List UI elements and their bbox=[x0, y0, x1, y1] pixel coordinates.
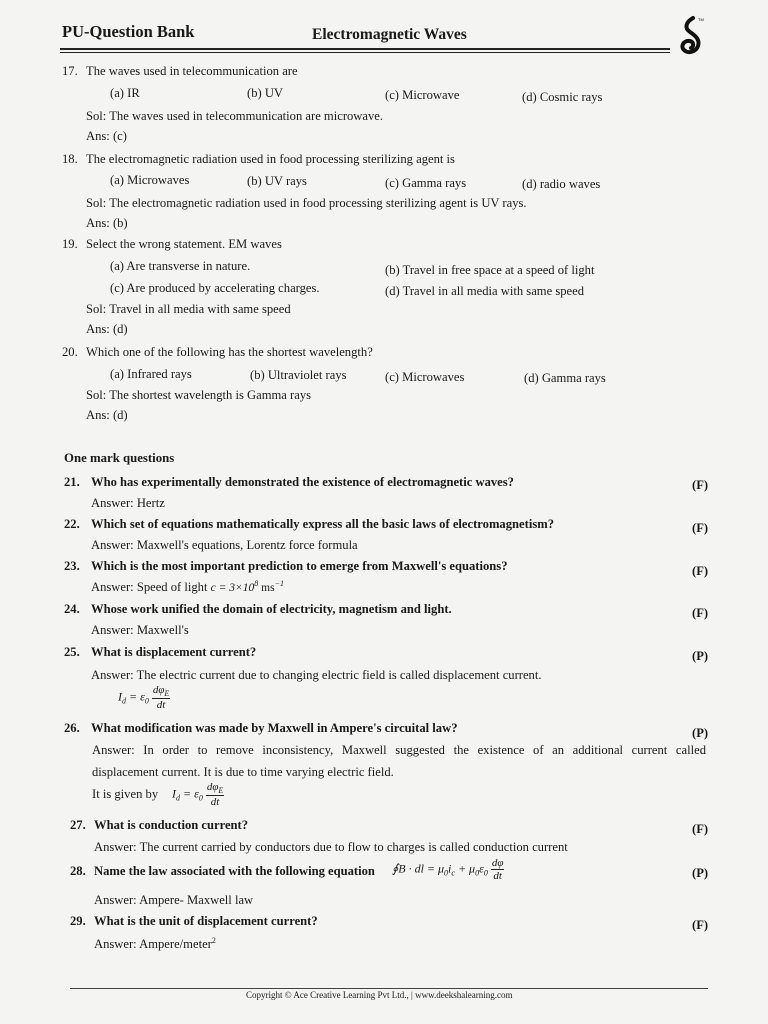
q19-number: 19. bbox=[62, 237, 78, 251]
q19-text: Select the wrong statement. EM waves bbox=[86, 237, 282, 251]
q29-answer: Answer: Ampere/meter$^2$ bbox=[94, 936, 216, 952]
q25-answer: Answer: The electric current due to changing electric field is called displacement current. bbox=[91, 668, 542, 682]
q17-option-a: (a) IR bbox=[110, 86, 140, 100]
q22-tag: (F) bbox=[692, 521, 709, 535]
q21-tag: (F) bbox=[692, 478, 709, 492]
q25-tag: (P) bbox=[692, 649, 709, 663]
q17-option-d: (d) Cosmic rays bbox=[522, 90, 603, 104]
q18-solution: Sol: The electromagnetic radiation used in food processing sterilizing agent is UV rays. bbox=[86, 196, 527, 210]
deeksha-logo-icon bbox=[676, 14, 706, 58]
q26-tag: (P) bbox=[692, 726, 709, 740]
q26-number: 26. bbox=[64, 721, 80, 735]
q26-text: What modification was made by Maxwell in Ampere's circuital law? bbox=[91, 721, 458, 735]
q28-number: 28. bbox=[70, 864, 86, 878]
q18-text: The electromagnetic radiation used in food processing sterilizing agent is bbox=[86, 152, 455, 166]
q20-option-d: (d) Gamma rays bbox=[524, 371, 606, 385]
q18-option-c: (c) Gamma rays bbox=[385, 176, 467, 190]
q27-answer: Answer: The current carried by conductors due to flow to charges is called conduction current bbox=[94, 840, 568, 854]
q18-option-d: (d) radio waves bbox=[522, 177, 601, 191]
q28-text: Name the law associated with the following equation bbox=[94, 864, 375, 878]
q28-answer: Answer: Ampere- Maxwell law bbox=[94, 893, 254, 907]
q25-number: 25. bbox=[64, 645, 80, 659]
q22-text: Which set of equations mathematically express all the basic laws of electromagnetism? bbox=[91, 517, 555, 531]
q29-text: What is the unit of displacement current? bbox=[94, 914, 318, 928]
q27-number: 27. bbox=[70, 818, 86, 832]
q17-number: 17. bbox=[62, 64, 78, 78]
q29-number: 29. bbox=[70, 914, 86, 928]
header-rule-thin bbox=[60, 52, 670, 53]
q22-number: 22. bbox=[64, 517, 80, 531]
q17-answer: Ans: (c) bbox=[86, 129, 127, 143]
q28-tag: (P) bbox=[692, 866, 709, 880]
q25-text: What is displacement current? bbox=[91, 645, 257, 659]
q23-answer-label: Answer: Speed of light bbox=[91, 579, 208, 594]
q21-text: Who has experimentally demonstrated the existence of electromagnetic waves? bbox=[91, 475, 514, 489]
header-chapter: Electromagnetic Waves bbox=[312, 26, 467, 43]
q19-option-c: (c) Are produced by accelerating charges. bbox=[110, 281, 320, 295]
q24-answer: Answer: Maxwell's bbox=[91, 623, 189, 637]
q19-option-a: (a) Are transverse in nature. bbox=[110, 259, 251, 273]
q19-option-b: (b) Travel in free space at a speed of light bbox=[385, 263, 595, 277]
q20-number: 20. bbox=[62, 345, 78, 359]
q28-equation: ∮B · dl = $\mu_0i_c + \mu_0\varepsilon_0$ $\frac{d\varphi}{dt}$ bbox=[392, 857, 504, 882]
q20-text: Which one of the following has the shortest wavelength? bbox=[86, 345, 373, 359]
q24-tag: (F) bbox=[692, 606, 709, 620]
q29-tag: (F) bbox=[692, 918, 709, 932]
q26-given: It is given by bbox=[92, 787, 159, 801]
q20-solution: Sol: The shortest wavelength is Gamma rays bbox=[86, 388, 312, 402]
footer-copyright: Copyright © Ace Creative Learning Pvt Ltd., | www.deekshalearning.com bbox=[246, 990, 513, 1000]
q22-answer: Answer: Maxwell's equations, Lorentz force formula bbox=[91, 538, 358, 552]
svg-text:TM: TM bbox=[698, 17, 704, 22]
q18-option-b: (b) UV rays bbox=[247, 174, 307, 188]
q17-option-c: (c) Microwave bbox=[385, 88, 460, 102]
q18-answer: Ans: (b) bbox=[86, 216, 128, 230]
q24-number: 24. bbox=[64, 602, 80, 616]
q17-solution: Sol: The waves used in telecommunication are microwave. bbox=[86, 109, 384, 123]
section-heading: One mark questions bbox=[64, 451, 175, 465]
q17-option-b: (b) UV bbox=[247, 86, 284, 100]
q21-number: 21. bbox=[64, 475, 80, 489]
q23-text: Which is the most important prediction to emerge from Maxwell's equations? bbox=[91, 559, 508, 573]
q19-option-d: (d) Travel in all media with same speed bbox=[385, 284, 585, 298]
q19-answer: Ans: (d) bbox=[86, 322, 128, 336]
q20-option-a: (a) Infrared rays bbox=[110, 367, 192, 381]
q23-answer bbox=[91, 579, 284, 595]
q20-answer: Ans: (d) bbox=[86, 408, 128, 422]
header-title: PU-Question Bank bbox=[62, 22, 195, 41]
q26-answer-line2: displacement current. It is due to time varying electric field. bbox=[92, 765, 394, 779]
footer-rule bbox=[70, 988, 708, 989]
q23-tag: (F) bbox=[692, 564, 709, 578]
q20-option-c: (c) Microwaves bbox=[385, 370, 465, 384]
q23-equation: $c = 3\times 10^8$ $ms^{-1}$ bbox=[210, 579, 284, 594]
header-rule bbox=[60, 48, 670, 50]
q21-answer: Answer: Hertz bbox=[91, 496, 165, 510]
q23-number: 23. bbox=[64, 559, 80, 573]
q18-option-a: (a) Microwaves bbox=[110, 173, 190, 187]
q27-text: What is conduction current? bbox=[94, 818, 249, 832]
q17-text: The waves used in telecommunication are bbox=[86, 64, 298, 78]
q26-answer-line1: Answer: In order to remove inconsistency, Maxwell suggested the existence of an additional current called bbox=[92, 743, 706, 757]
q27-tag: (F) bbox=[692, 822, 709, 836]
q24-text: Whose work unified the domain of electricity, magnetism and light. bbox=[91, 602, 452, 616]
q26-equation: $I_d = \varepsilon_0$ $\frac{d\varphi_E}{dt}$ bbox=[172, 781, 224, 809]
q19-solution: Sol: Travel in all media with same speed bbox=[86, 302, 291, 316]
q20-option-b: (b) Ultraviolet rays bbox=[250, 368, 347, 382]
q25-equation: $I_d = \varepsilon_0$ $\frac{d\varphi_E}{dt}$ bbox=[118, 684, 170, 712]
q18-number: 18. bbox=[62, 152, 78, 166]
